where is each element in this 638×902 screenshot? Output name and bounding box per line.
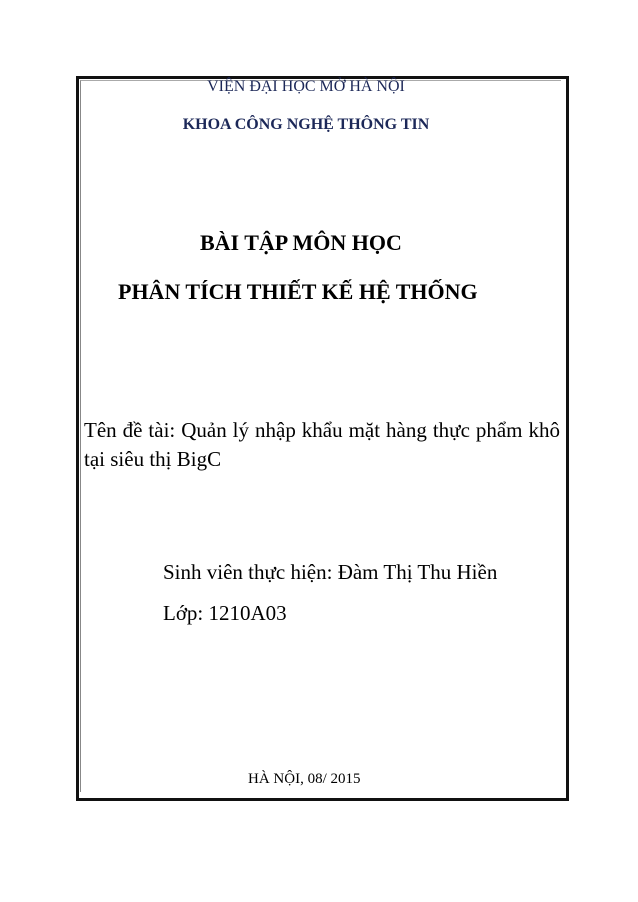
class-code: Lớp: 1210A03 xyxy=(163,601,287,625)
assignment-type: BÀI TẬP MÔN HỌC xyxy=(200,230,402,255)
course-title: PHÂN TÍCH THIẾT KẾ HỆ THỐNG xyxy=(118,279,478,304)
institute-name: VIỆN ĐẠI HỌC MỞ HÀ NỘI xyxy=(207,78,405,95)
student-name: Sinh viên thực hiện: Đàm Thị Thu Hiền xyxy=(163,560,498,584)
topic-title: Tên đề tài: Quản lý nhập khẩu mặt hàng thực phẩm khô tại siêu thị BigC xyxy=(84,418,560,471)
place-date: HÀ NỘI, 08/ 2015 xyxy=(248,771,361,787)
faculty-name: KHOA CÔNG NGHỆ THÔNG TIN xyxy=(182,116,430,133)
